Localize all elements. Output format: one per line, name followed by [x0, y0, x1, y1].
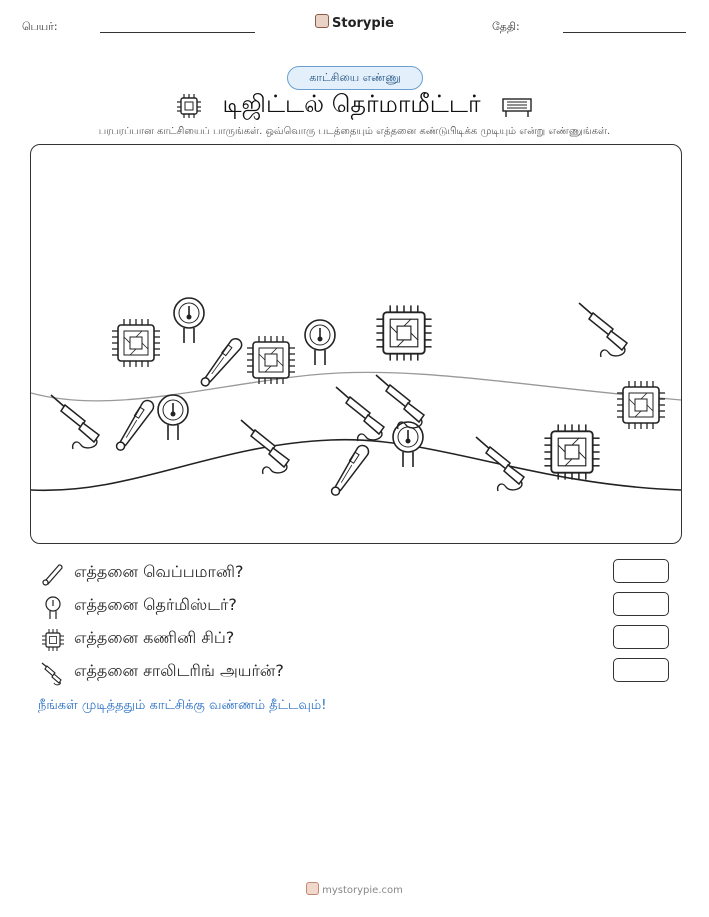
question-row-thermometer	[38, 559, 678, 587]
footer-url[interactable]: mystorypie.com	[322, 885, 403, 896]
scene-chip	[544, 424, 599, 479]
scene-thermistor	[174, 298, 204, 343]
scene-chip	[617, 381, 665, 429]
question-text: எத்தனை தெர்மிஸ்டர்?	[74, 595, 237, 614]
question-text: எத்தனை சாலிடரிங் அயர்ன்?	[74, 661, 284, 680]
counting-scene	[30, 144, 682, 544]
scene-thermometer	[193, 336, 249, 387]
question-text: எத்தனை வெப்பமானி?	[74, 562, 244, 581]
instructions: பரபரப்பான காட்சியைப் பாருங்கள். ஒவ்வொரு படத்தையும் எத்தனை கண்டுபிடிக்க முடியும் என்று எண்ணுங்கள்.	[98, 126, 611, 137]
name-label: பெயர்:	[22, 20, 58, 33]
scene-drawing	[31, 145, 681, 543]
answer-box-thermometer[interactable]	[613, 559, 669, 583]
name-line[interactable]	[100, 32, 255, 33]
chip-icon	[40, 627, 66, 653]
thermometer-icon	[40, 561, 66, 587]
answer-box-chip[interactable]	[613, 625, 669, 649]
scene-thermometer	[107, 398, 161, 452]
storypie-logo-icon	[306, 882, 319, 895]
coloring-note: நீங்கள் முடித்ததும் காட்சிக்கு வண்ணம் தீட்டவும்!	[38, 698, 327, 713]
date-label: தேதி:	[492, 20, 520, 33]
page-title-row	[0, 90, 709, 121]
brand-name: Storypie	[332, 16, 394, 31]
question-row-soldering-iron	[38, 658, 678, 686]
answer-box-thermistor[interactable]	[613, 592, 669, 616]
thermistor-icon	[40, 594, 66, 620]
soldering-iron-icon	[40, 660, 66, 686]
chip-icon	[175, 93, 203, 119]
scene-soldering-iron	[336, 387, 384, 441]
activity-badge: காட்சியை எண்ணு	[287, 66, 423, 90]
scene-thermometer	[322, 443, 376, 497]
scene-soldering-iron	[376, 375, 424, 429]
scene-thermistor	[305, 320, 335, 365]
scene-chip	[112, 319, 160, 367]
footer	[0, 882, 709, 896]
brand-logo	[0, 14, 709, 31]
circuit-board-icon	[500, 93, 534, 119]
scene-thermistor	[158, 395, 188, 440]
scene-soldering-iron	[476, 437, 524, 491]
page-title: டிஜிட்டல் தெர்மாமீட்டர்	[222, 90, 481, 118]
question-text: எத்தனை கணினி சிப்?	[74, 628, 235, 647]
storypie-logo-icon	[315, 14, 329, 28]
scene-soldering-iron	[241, 420, 289, 474]
answer-box-soldering-iron[interactable]	[613, 658, 669, 682]
question-row-chip	[38, 625, 678, 653]
scene-chip	[247, 336, 295, 384]
question-row-thermistor	[38, 592, 678, 620]
scene-soldering-iron	[51, 395, 99, 449]
date-line[interactable]	[563, 32, 686, 33]
scene-chip	[376, 305, 431, 360]
scene-soldering-iron	[579, 303, 627, 357]
